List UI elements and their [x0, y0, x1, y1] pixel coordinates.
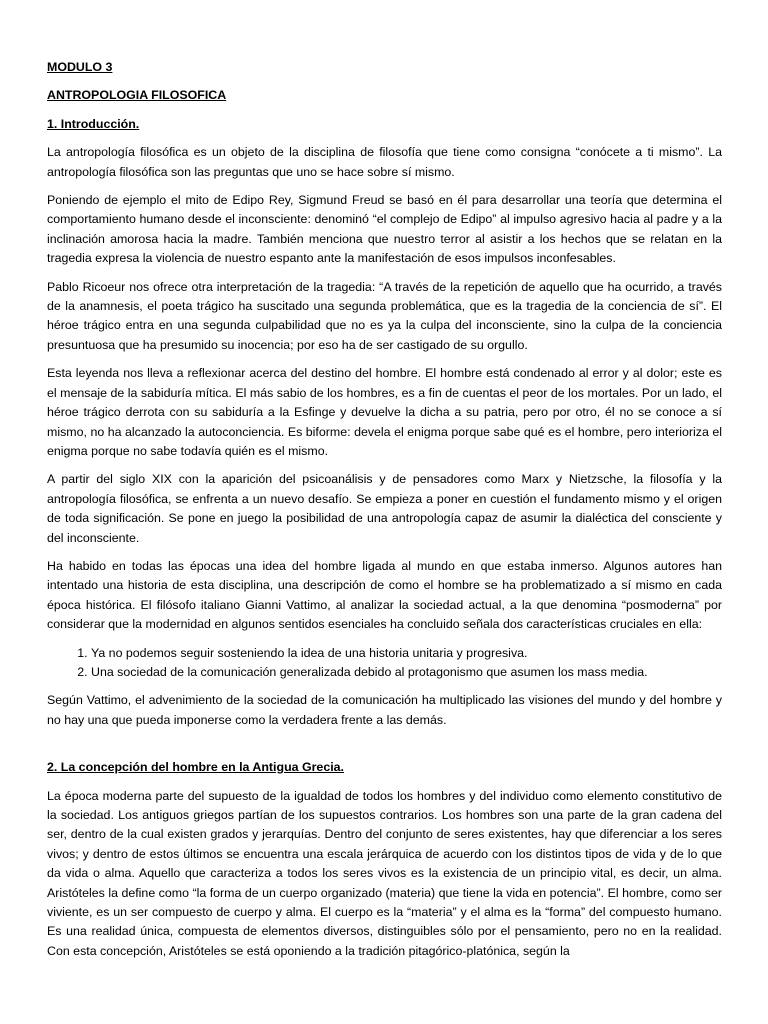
list-item: 1. Ya no podemos seguir sosteniendo la idea de una historia unitaria y progresiva. [91, 644, 722, 663]
subject-title: ANTROPOLOGIA FILOSOFICA [47, 88, 227, 103]
section-1-paragraph-3: Pablo Ricoeur nos ofrece otra interpretación de la tragedia: “A través de la repetición de aquello que ha ocurrido, a través de la anamnesis, el poeta trágico ha suscitado una segunda problemática, que es la tragedia de la conciencia de sí”. El héroe trágico entra en una segunda culpabilidad que no es ya la culpa del inconsciente, sino la culpa de la conciencia presuntuosa que ha presumido su inocencia; por eso ha de ser castigado de su orgullo. [47, 279, 722, 352]
section-1-paragraph-1: La antropología filosófica es un objeto de la disciplina de filosofía que tiene como consigna “conócete a ti mismo”. La antropología filosófica son las preguntas que uno se hace sobre sí mismo. [47, 145, 722, 179]
section-1-paragraph-5: A partir del siglo XIX con la aparición del psicoanálisis y de pensadores como Marx y Nietzsche, la filosofía y la antropología filosófica, se enfrenta a un nuevo desafío. Se empieza a poner en cuestión el fundamento mismo y el origen de toda significación. Se pone en juego la posibilidad de una antropología capaz de asumir la dialéctica del consciente y del inconsciente. [47, 472, 722, 545]
section-1-closing-paragraph: Según Vattimo, el advenimiento de la sociedad de la comunicación ha multiplicado las visiones del mundo y del hombre y no hay una que pueda imponerse como la verdadera frente a las demás. [47, 693, 722, 727]
characteristics-list [47, 644, 722, 683]
section-2-paragraph: La época moderna parte del supuesto de la igualdad de todos los hombres y del individuo como elemento constitutivo de la sociedad. Los antiguos griegos partían de los supuestos contrarios. Los hombres son una parte de la gran cadena del ser, dentro de la cual existen grados y jerarquías. Dentro del conjunto de seres existentes, hay que diferenciar a los seres vivos; y dentro de estos últimos se encuentra una escala jerárquica de acuerdo con los distintos tipos de vida y de lo que da vida o alma. Aquello que caracteriza a todos los seres vivos es la existencia de un principio vital, es decir, un alma. Aristóteles la define como “la forma de un cuerpo organizado (materia) que tiene la vida en potencia”. El hombre, como ser viviente, es un ser compuesto de cuerpo y alma. El cuerpo es la “materia” y el alma es la “forma” del compuesto humano. Es una realidad única, compuesta de elementos diversos, distinguibles sólo por el pensamiento, pero no en la realidad. Con esta concepción, Aristóteles se está oponiendo a la tradición pitagórico-platónica, según la [47, 788, 722, 958]
section-2-heading: 2. La concepción del hombre en la Antigua Grecia. [47, 760, 344, 775]
module-title: MODULO 3 [47, 60, 113, 74]
section-1-paragraph-2: Poniendo de ejemplo el mito de Edipo Rey, Sigmund Freud se basó en él para desarrollar una teoría que determina el comportamiento humano desde el inconsciente: denominó “el complejo de Edipo” al impulso agresivo hacia al padre y a la inclinación amorosa hacia la madre. También menciona que nuestro terror al asistir a los hechos que se relatan en la tragedia expresa la violencia de nuestro espanto ante la manifestación de esos impulsos inconfesables. [47, 193, 722, 266]
section-1-heading: 1. Introducción. [47, 116, 140, 131]
section-1-paragraph-6: Ha habido en todas las épocas una idea del hombre ligada al mundo en que estaba inmerso. Algunos autores han intentado una historia de esta disciplina, una descripción de como el hombre se ha problematizado a sí mismo en cada época histórica. El filósofo italiano Gianni Vattimo, al analizar la sociedad actual, a la que denomina “posmoderna” por considerar que la modernidad en algunos sentidos esenciales ha concluido señala dos características cruciales en ella: [47, 558, 722, 632]
section-1-paragraph-4: Esta leyenda nos lleva a reflexionar acerca del destino del hombre. El hombre está condenado al error y al dolor; este es el mensaje de la sabiduría mítica. El más sabio de los hombres, es a fin de cuentas el peor de los mortales. Por un lado, el héroe trágico derrota con su sabiduría a la Esfinge y devuelve la dicha a su patria, pero por otro, él no se conoce a sí mismo, no ha alcanzado la autoconciencia. Es biforme: devela el enigma porque sabe qué es el hombre, pero interioriza el enigma porque no sabe todavía quién es el mismo. [47, 366, 722, 458]
section-spacer [47, 739, 722, 758]
list-item: 2. Una sociedad de la comunicación generalizada debido al protagonismo que asumen los mass media. [91, 663, 722, 682]
